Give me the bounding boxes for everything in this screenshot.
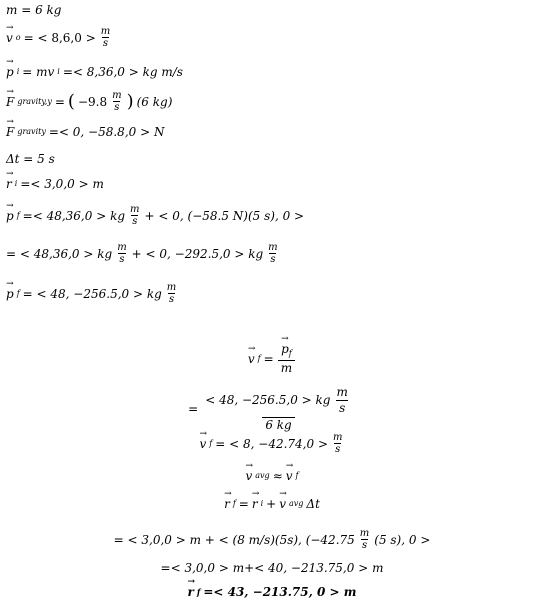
gravity-force-y-equation: → F gravity,y = ( −9.8 $\frac{m}{s}$ ) (6 kg) <box>6 90 172 113</box>
initial-velocity-equation: → v o = < 8,6,0 > $\frac{m}{s}$ <box>6 26 112 49</box>
final-momentum-expansion: → p f =< 48,36,0 > kg $\frac{m}{s}$ + < 0, (−58.5 N)(5 s), 0 > <box>6 204 304 227</box>
final-velocity-substitution: = < 48, −256.5,0 > kg $\frac{m}{s}$ 6 kg <box>188 385 348 433</box>
gravity-force-equation: → F gravity =< 0, −58.8,0 > N <box>6 126 164 138</box>
initial-momentum-equation: → p i = mv i =< 8,36,0 > kg m/s <box>6 66 183 78</box>
average-velocity-approximation: → v avg ≈ → v f <box>0 470 544 482</box>
initial-position-equation: → r i =< 3,0,0 > m <box>6 178 104 190</box>
final-position-step: =< 3,0,0 > m+< 40, −213.75,0 > m <box>160 561 384 575</box>
final-velocity-result: → v f = < 8, −42.74,0 > $\frac{m}{s}$ <box>0 432 544 455</box>
final-position-formula: → r f = → r i + → v avg Δt <box>0 498 544 510</box>
final-position-result: → r f =< 43, −213.75, 0 > m <box>0 586 544 598</box>
final-position-substitution: = < 3,0,0 > m + < (8 m/s)(5s), (−42.75 $\frac{m}{s}$ (5 s), 0 > <box>113 528 431 551</box>
final-momentum-step: = < 48,36,0 > kg $\frac{m}{s}$ + < 0, −292.5,0 > kg $\frac{m}{s}$ <box>6 242 278 265</box>
final-momentum-result: → p f = < 48, −256.5,0 > kg $\frac{m}{s}$ <box>6 282 178 305</box>
final-velocity-definition: → v f = → $\frac{p_f}{m}$ <box>0 342 544 376</box>
mass-equation: m = 6 kg <box>6 3 62 17</box>
time-interval-equation: Δt = 5 s <box>6 152 55 166</box>
